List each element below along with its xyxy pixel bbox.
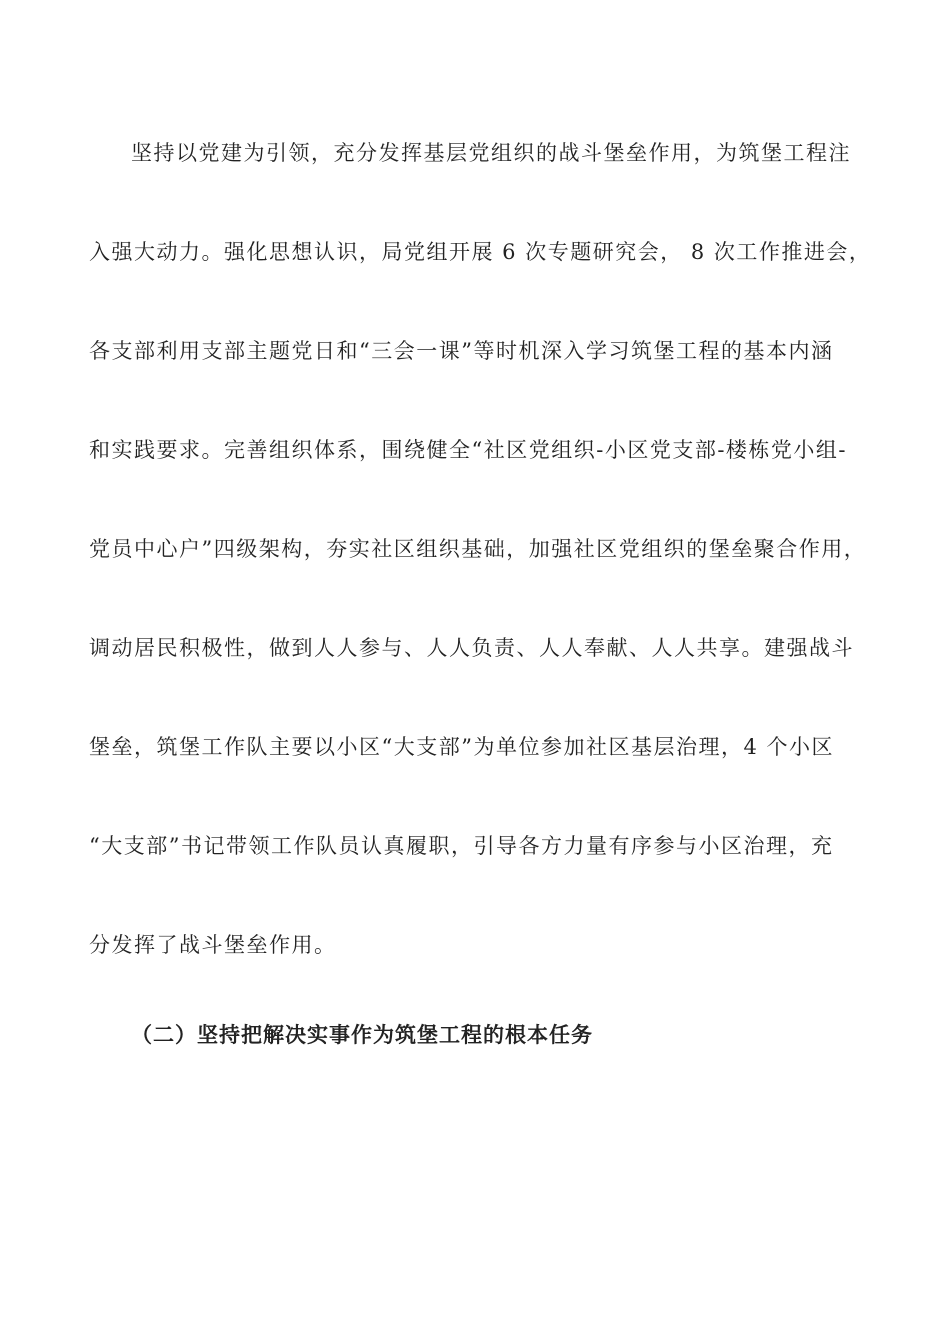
paragraph-line-8: “大支部”书记带领工作队员认真履职，引导各方力量有序参与小区治理，充 [89,834,834,858]
paragraph-line-4: 和实践要求。完善组织体系，围绕健全“社区党组织-小区党支部-楼栋党小组- [89,438,848,462]
paragraph-line-1: 坚持以党建为引领，充分发挥基层党组织的战斗堡垒作用，为筑堡工程注 [131,141,851,165]
paragraph-line-9: 分发挥了战斗堡垒作用。 [89,933,337,957]
paragraph-line-6: 调动居民积极性，做到人人参与、人人负责、人人奉献、人人共享。建强战斗 [89,636,854,660]
paragraph-line-5: 党员中心户”四级架构，夯实社区组织基础，加强社区党组织的堡垒聚合作用， [89,537,867,561]
paragraph-line-3: 各支部利用支部主题党日和“三会一课”等时机深入学习筑堡工程的基本内涵 [89,339,834,363]
paragraph-line-7: 堡垒，筑堡工作队主要以小区“大支部”为单位参加社区基层治理，4 个小区 [89,735,835,759]
paragraph-line-2: 入强大动力。强化思想认识，局党组开展 6 次专题研究会， 8 次工作推进会， [89,240,872,264]
section-heading: （二）坚持把解决实事作为筑堡工程的根本任务 [131,1023,593,1047]
